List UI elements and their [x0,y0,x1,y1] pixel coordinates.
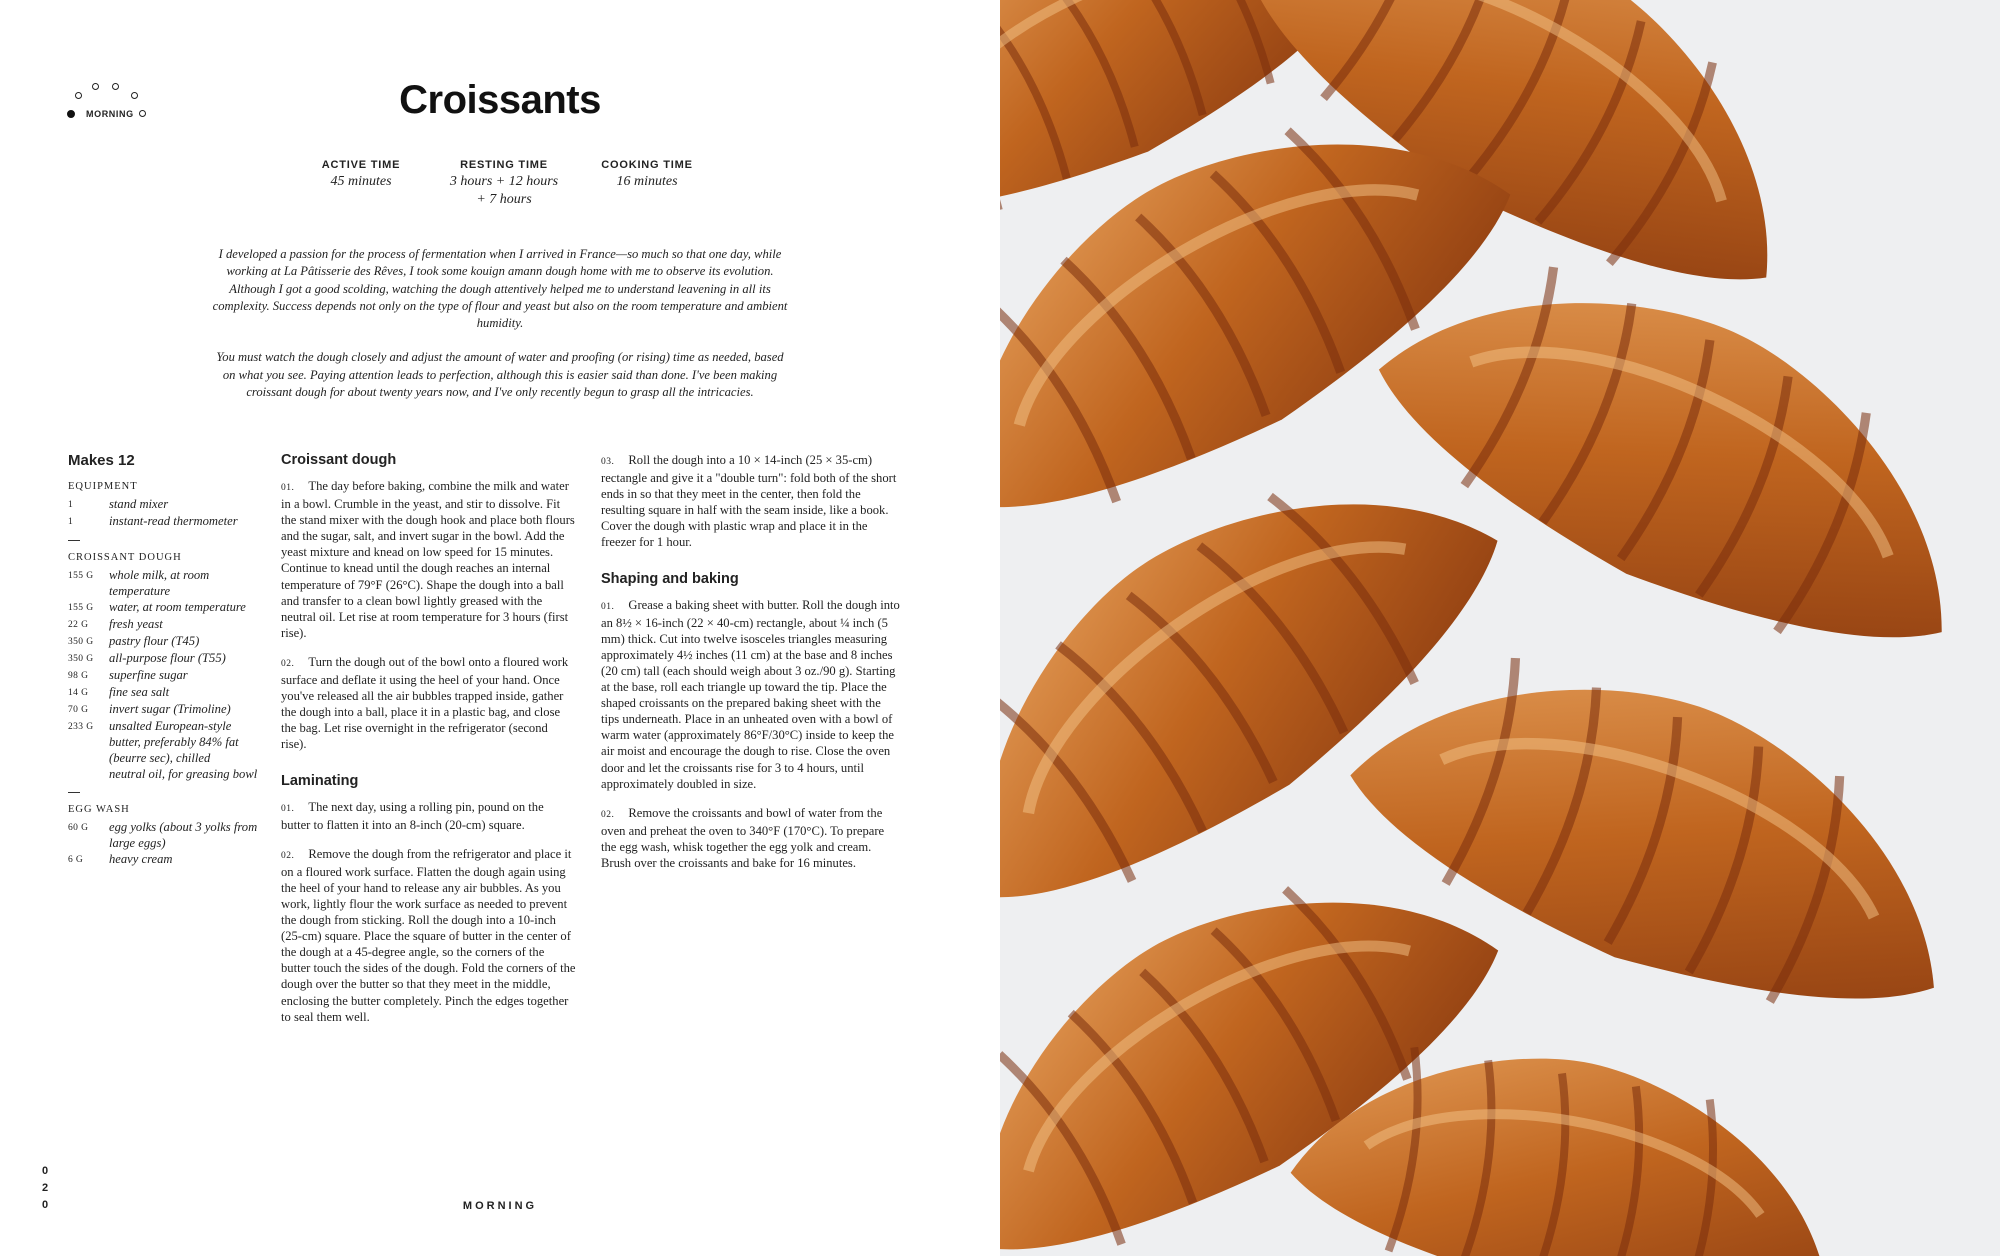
ingredient-quantity: 98 G [68,671,89,681]
ingredient-name: fresh yeast [109,617,163,631]
resting-time [439,159,569,209]
section-heading: Croissant dough [281,452,397,468]
time-value: 16 minutes [616,174,678,189]
croissant-photo-illustration [1000,0,2000,1256]
cooking-time [582,159,712,209]
method-step [281,799,576,833]
ingredient-quantity: 155 G [68,603,94,613]
step-number: 01. [281,483,295,493]
time-value: 3 hours + 12 hours + 7 hours [449,174,559,207]
step-text: Remove the croissants and bowl of water from the oven and preheat the oven to 340°F (170°C). To prepare the egg wash, whisk together the egg yolk and cream. Brush over the croissants and bake for 16 minutes. [601,805,885,870]
equipment-heading: EQUIPMENT [68,481,138,492]
ingredient-quantity: 6 G [68,855,84,865]
ingredient-name: unsalted European-style butter, preferably 84% fat (beurre sec), chilled [109,719,239,765]
method-step [281,478,576,641]
step-text: The day before baking, combine the milk and water in a bowl. Crumble in the yeast, and stir to dissolve. Fit the stand mixer with the dough hook and place both flours and the sugar, salt, and invert sugar in the bowl. Add the yeast mixture and knead on low speed for 15 minutes. Continue to knead until the dough reaches an internal temperature of 79°F (26°C). Shape the dough into a ball and transfer to a clean bowl lightly greased with the neutral oil. Let rise at room temperature for 3 hours (first rise). [281,479,575,640]
egg-wash-list [68,819,258,868]
ingredient-row [68,718,258,766]
method-step [601,805,901,871]
method-step [281,846,576,1025]
ingredient-row [68,633,258,650]
ingredient-row [68,766,258,782]
ingredient-row [68,851,258,868]
ingredient-name: stand mixer [109,497,169,511]
egg-wash-heading: EGG WASH [68,804,130,815]
ingredient-row [68,599,258,616]
divider [68,792,80,793]
step-text: The next day, using a rolling pin, pound on the butter to flatten it into an 8-inch (20-cm) square. [281,799,544,832]
time-label: ACTIVE TIME [321,159,401,171]
ingredient-name: heavy cream [109,852,173,866]
ingredient-quantity: 1 [68,517,74,527]
ingredient-name: whole milk, at room temperature [109,568,210,598]
intro-text [210,246,790,418]
step-text: Remove the dough from the refrigerator and place it on a floured work surface. Flatten the dough again using the heel of your hand to release any air bubbles. As you work, lightly flour the work surface as needed to prevent the dough from sticking. Roll the dough into a 10-inch (25-cm) square. Place the square of butter in the center of the dough at a 45-degree angle, so the corners of the butter touch the sides of the dough. Fold the corners of the dough over the butter so that they meet in the middle, enclosing the butter completely. Pinch the edges together to seal them well. [281,846,576,1024]
ingredient-row [68,616,258,633]
ingredient-name: instant-read thermometer [109,514,238,528]
ingredient-row [68,650,258,667]
ingredient-row [68,701,258,718]
method-column-1 [281,452,576,1038]
step-number: 01. [601,601,615,612]
chapter-nav-label: MORNING [86,109,134,119]
croissant-photo [1000,0,2000,1256]
step-text: Turn the dough out of the bowl onto a floured work surface and deflate it using the heel of your hand. Once you've released all the air bubbles trapped inside, gather the dough into a ball, place it in a plastic bag, and close the bag. Let rise overnight in the refrigerator (second rise). [281,654,569,752]
ingredient-name: egg yolks (about 3 yolks from large eggs) [109,820,258,850]
ingredient-name: water, at room temperature [109,600,246,614]
ingredient-row [68,567,258,599]
time-value: 45 minutes [330,174,392,189]
step-number: 02. [601,809,615,820]
ingredient-quantity: 350 G [68,654,94,664]
method-step [601,452,901,551]
recipe-title: Croissants [399,78,601,122]
dough-ingredient-list [68,567,258,782]
ingredient-row [68,667,258,684]
ingredient-quantity: 60 G [68,823,89,833]
divider [68,540,80,541]
step-number: 02. [281,658,295,669]
dough-ingredients-heading: CROISSANT DOUGH [68,552,182,563]
ingredients-column [68,452,258,868]
ingredient-quantity: 350 G [68,637,94,647]
method-step [601,597,901,792]
step-number: 03. [601,457,615,467]
ingredient-name: fine sea salt [109,685,170,699]
time-label: COOKING TIME [601,159,693,171]
ingredient-name: pastry flour (T45) [109,634,200,648]
ingredient-quantity: 155 G [68,571,94,581]
ingredient-row [68,496,258,513]
step-number: 01. [281,803,295,814]
intro-paragraph: You must watch the dough closely and adjust the amount of water and proofing (or rising) time as needed, based on what you see. Paying attention leads to perfection, although this is easier said than done. I've been making croissant dough for about twenty years now, and I've only recently begun to grasp all the intricacies. [216,350,784,400]
active-time [296,159,426,209]
section-heading: Laminating [281,772,359,789]
ingredient-quantity: 70 G [68,705,89,715]
step-number: 02. [281,850,295,861]
ingredient-quantity: 233 G [68,722,94,732]
equipment-list [68,496,258,530]
ingredient-name: superfine sugar [109,668,188,682]
page-number-digit: 0 [41,1165,49,1177]
ingredient-name: invert sugar (Trimoline) [109,702,231,716]
ingredient-quantity: 14 G [68,688,89,698]
page-number-digit: 0 [41,1199,49,1211]
method-step [281,654,576,753]
time-label: RESTING TIME [460,159,548,171]
ingredient-name: neutral oil, for greasing bowl [109,767,258,781]
ingredient-quantity [68,766,109,782]
ingredient-name: all-purpose flour (T55) [109,651,226,665]
step-text: Grease a baking sheet with butter. Roll the dough into an 8½ × 16-inch (22 × 40-cm) rectangle, about ¼ inch (5 mm) thick. Cut into twelve isosceles triangles measuring approximately 4½ inches (11 cm) at the base and 8 inches (20 cm) tall (each should weigh about 3 oz./90 g). Starting at the base, roll each triangle up toward the tip. Place the shaped croissants on the prepared baking sheet with the tips underneath. Place in an unheated oven with a bowl of warm water (approximately 86°F/30°C) inside to keep the air moist and encourage the dough to rise. Close the oven door and let the croissants rise for 3 to 4 hours, until approximately doubled in size. [601,597,900,791]
ingredient-row [68,819,258,851]
intro-paragraph: I developed a passion for the process of fermentation when I arrived in France—so much so that one day, while working at La Pâtisserie des Rêves, I took some kouign amann dough home with me to observe its evolution. Although I got a good scolding, watching the dough attentively helped me to understand leavening in all its complexity. Success depends not only on the type of flour and yeast but also on the room temperature and ambient humidity. [212,247,788,331]
running-footer: MORNING [462,1200,538,1212]
ingredient-quantity: 22 G [68,620,89,630]
step-text: Roll the dough into a 10 × 14-inch (25 × 35-cm) rectangle and give it a "double turn": fold both of the short ends in so that they meet in the center, then fold the resulting square in half with the seam inside, like a book. Cover the dough with plastic wrap and place it in the freezer for 1 hour. [601,453,897,550]
ingredient-row [68,513,258,530]
page-number-digit: 2 [41,1182,49,1194]
ingredient-row [68,684,258,701]
section-heading: Shaping and baking [601,570,739,587]
ingredient-quantity: 1 [68,500,74,510]
yield: Makes 12 [68,452,135,469]
time-summary [296,159,712,209]
method-column-2 [601,452,901,884]
